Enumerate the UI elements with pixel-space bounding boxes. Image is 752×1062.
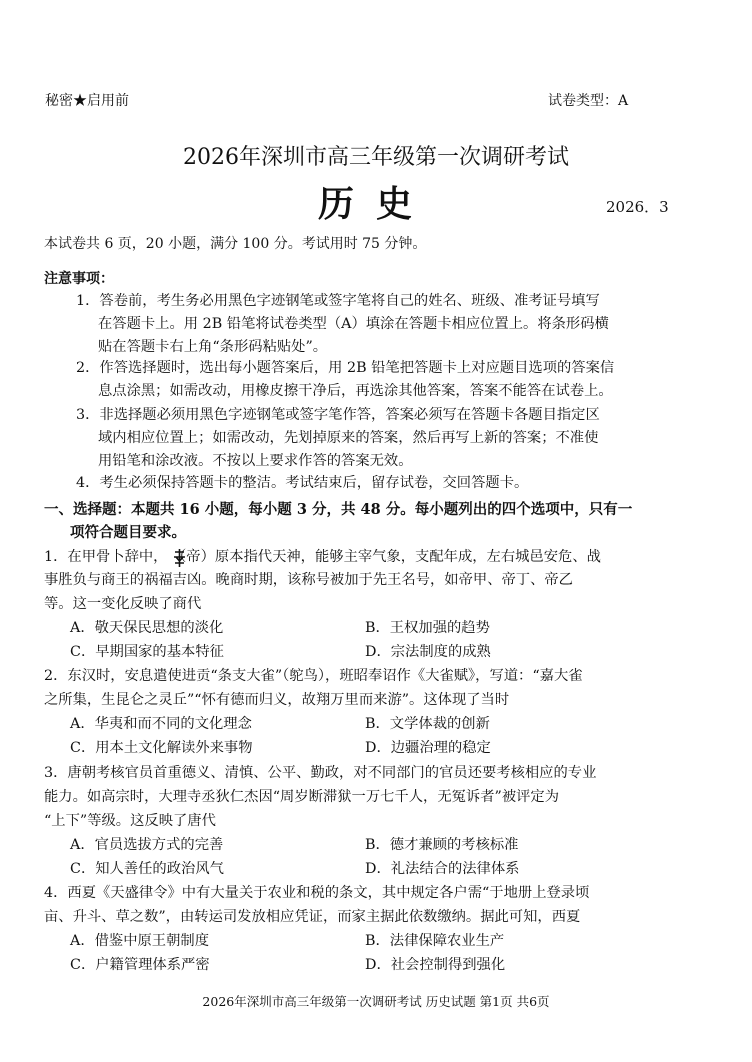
question-3-option-c: C．知人善任的政治风气 [70, 861, 224, 877]
question-1-stem-line: 1．在甲骨卜辞中， （帝）原本指代天神，能够主宰气象，支配年成，左右城邑安危、战 [44, 549, 601, 565]
notice-line: 3．非选择题必须用黑色字迹钢笔或签字笔作答，答案必须写在答题卡各题目指定区 [76, 407, 600, 423]
question-4-option-d: D．社会控制得到强化 [365, 957, 506, 973]
question-2-option-c: C．用本土文化解读外来事物 [70, 740, 253, 756]
notice-line: 息点涂黑；如需改动，用橡皮擦干净后，再选涂其他答案，答案不能答在试卷上。 [98, 383, 613, 399]
notice-line: 贴在答题卡右上角“条形码粘贴处”。 [98, 339, 328, 355]
question-3-stem-line: 能力。如高宗时，大理寺丞狄仁杰因“周岁断滞狱一万七千人，无冤诉者”被评定为 [44, 789, 560, 805]
secret-label: 秘密★启用前 [45, 93, 129, 109]
subject-title: 历史 [317, 183, 434, 225]
section-heading: 一、选择题：本题共 16 小题，每小题 3 分，共 48 分。每小题列出的四个选项中，只有一 [44, 501, 633, 518]
question-2-stem-line: 2．东汉时，安息遣使进贡“条支大雀”（鸵鸟），班昭奉诏作《大雀赋》，写道：“嘉大雀 [44, 668, 583, 684]
question-4-option-c: C．户籍管理体系严密 [70, 957, 210, 973]
notice-line: 4．考生必须保持答题卡的整洁。考试结束后，留存试卷，交回答题卡。 [76, 475, 529, 491]
notice-title: 注意事项： [44, 271, 114, 287]
question-3-stem-line: “上下”等级。这反映了唐代 [44, 813, 216, 829]
notice-line: 用铅笔和涂改液。不按以上要求作答的答案无效。 [98, 453, 413, 469]
paper-type-label: 试卷类型：A [548, 93, 629, 109]
question-2-option-b: B．文学体裁的创新 [365, 716, 490, 732]
exam-date: 2026．3 [606, 198, 669, 216]
question-1-option-c: C．早期国家的基本特征 [70, 644, 224, 660]
section-heading-cont: 项符合题目要求。 [70, 524, 186, 541]
question-1-stem-line: 事胜负与商王的祸福吉凶。晚商时期，该称号被加于先王名号，如帝甲、帝丁、帝乙 [44, 572, 573, 588]
question-3-option-d: D．礼法结合的法律体系 [365, 861, 520, 877]
question-4-stem-line: 亩、升斗、草之数”，由转运司发放相应凭证，而家主据此依数缴纳。据此可知，西夏 [44, 909, 581, 925]
notice-line: 域内相应位置上；如需改动，先划掉原来的答案，然后再写上新的答案；不准使 [98, 430, 599, 446]
question-1-option-b: B．王权加强的趋势 [365, 620, 490, 636]
question-2-option-a: A．华夷和而不同的文化理念 [70, 716, 252, 732]
notice-line: 1．答卷前，考生务必用黑色字迹钢笔或签字笔将自己的姓名、班级、准考证号填写 [76, 293, 600, 309]
notice-line: 在答题卡上。用 2B 铅笔将试卷类型（A）填涂在答题卡相应位置上。将条形码横 [98, 316, 609, 332]
question-3-option-b: B．德才兼顾的考核标准 [365, 837, 519, 853]
notice-line: 2．作答选择题时，选出每小题答案后，用 2B 铅笔把答题卡上对应题目选项的答案信 [76, 360, 615, 376]
question-1-stem-line: 等。这一变化反映了商代 [44, 596, 202, 612]
page-footer: 2026年深圳市高三年级第一次调研考试 历史试题 第1页 共6页 [202, 994, 550, 1009]
question-4-option-b: B．法律保障农业生产 [365, 933, 505, 949]
question-3-option-a: A．官员选拔方式的完善 [70, 837, 224, 853]
question-1-option-d: D．宗法制度的成熟 [365, 644, 491, 660]
oracle-bone-glyph-icon [172, 548, 187, 568]
question-1-option-a: A．敬天保民思想的淡化 [70, 620, 224, 636]
question-3-stem-line: 3．唐朝考核官员首重德义、清慎、公平、勤政，对不同部门的官员还要考核相应的专业 [44, 765, 597, 781]
intro-text: 本试卷共 6 页，20 小题，满分 100 分。考试用时 75 分钟。 [44, 236, 427, 252]
question-2-stem-line: 之所集，生昆仑之灵丘”“怀有德而归义，故翔万里而来游”。这体现了当时 [44, 692, 510, 708]
question-2-option-d: D．边疆治理的稳定 [365, 740, 491, 756]
exam-title: 2026年深圳市高三年级第一次调研考试 [183, 145, 569, 170]
question-4-option-a: A．借鉴中原王朝制度 [70, 933, 209, 949]
question-4-stem-line: 4．西夏《天盛律令》中有大量关于农业和税的条文，其中规定各户需“于地册上登录顷 [44, 885, 590, 901]
